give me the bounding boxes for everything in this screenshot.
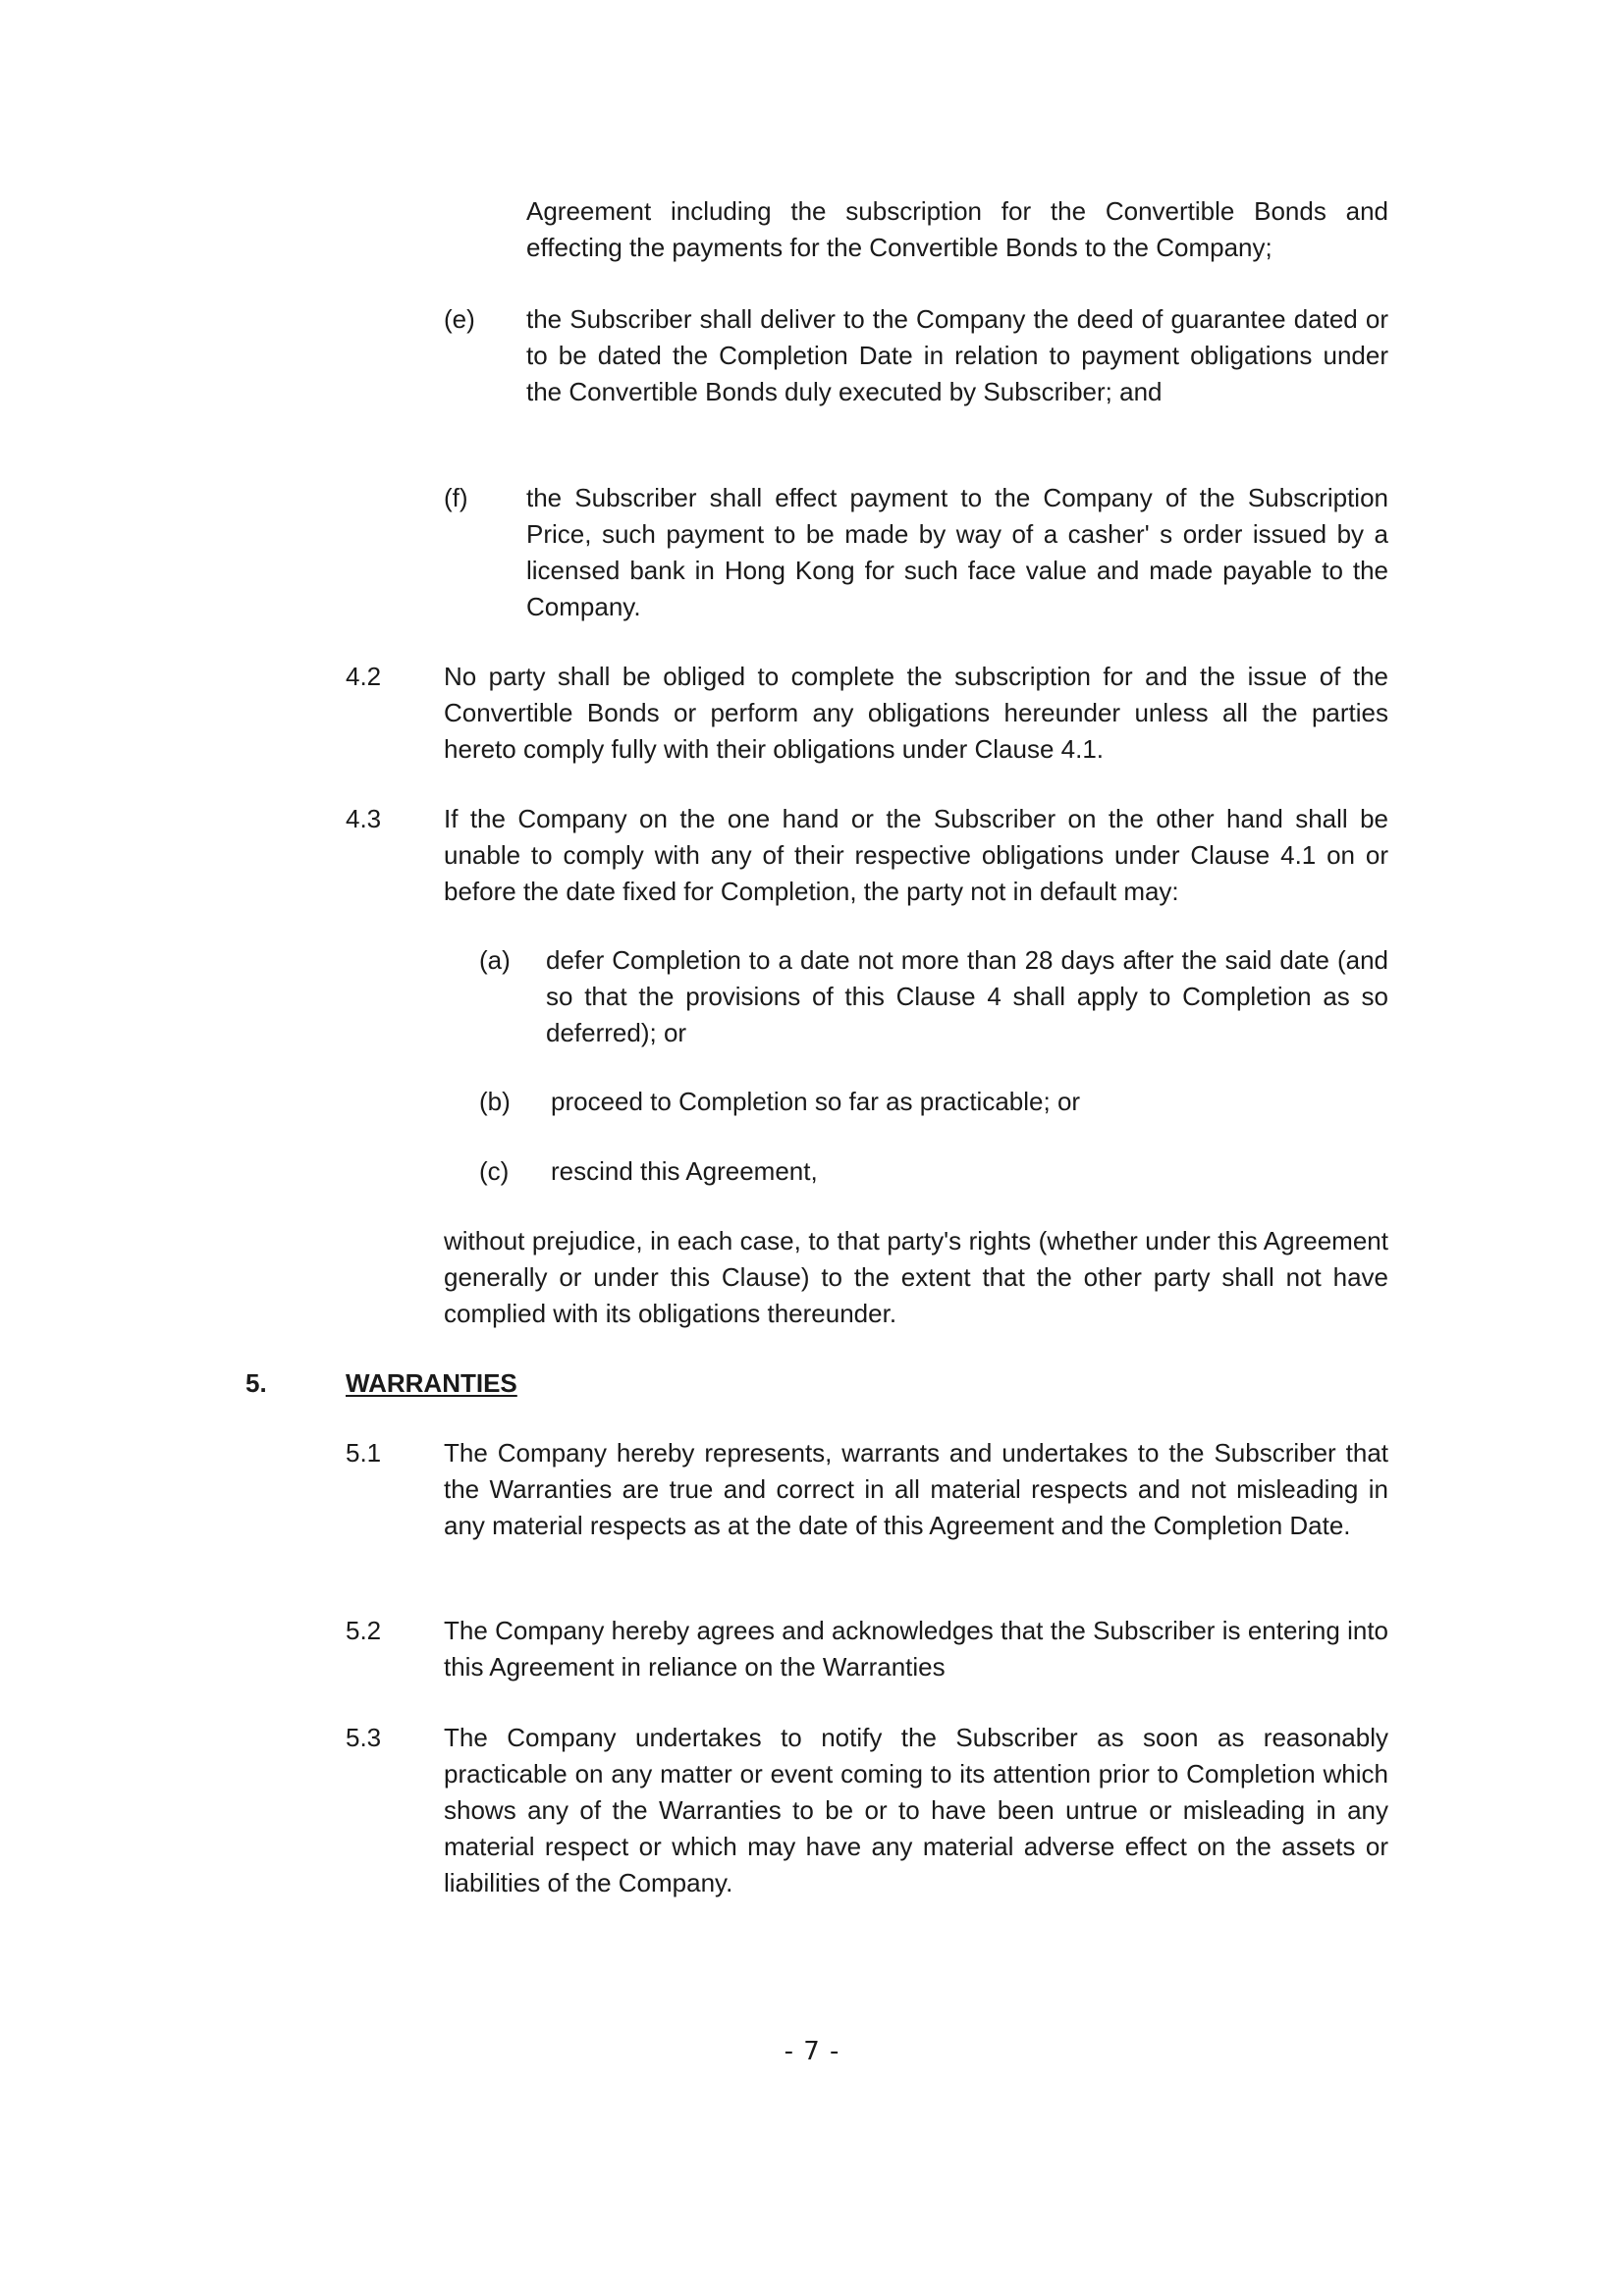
clause-text-5-2: The Company hereby agrees and acknowledges that the Subscriber is entering into this Agreement in reliance on the Warranties xyxy=(444,1616,1388,1682)
item-text-f: the Subscriber shall effect payment to the Company of the Subscription Price, such payment to be made by way of a casher' s order issued by a licensed bank in Hong Kong for such face value and made payable to the Company. xyxy=(526,483,1388,621)
option-text-c: rescind this Agreement, xyxy=(551,1156,818,1186)
item-label-e: (e) xyxy=(444,304,475,334)
option-text-b: proceed to Completion so far as practicable; or xyxy=(551,1087,1081,1116)
clause-text-4-3: If the Company on the one hand or the Subscriber on the other hand shall be unable to comply with any of their respective obligations under Clause 4.1 on or before the date fixed for Completion, the party not in default may: xyxy=(444,804,1388,906)
option-text-a: defer Completion to a date not more than 28 days after the said date (and so that the provisions of this Clause 4 shall apply to Completion as so deferred); or xyxy=(546,945,1388,1047)
continuation-paragraph: Agreement including the subscription for the Convertible Bonds and effecting the payments for the Convertible Bonds to the Company; xyxy=(526,196,1388,262)
section-title-warranties: WARRANTIES xyxy=(346,1368,517,1398)
option-label-b: (b) xyxy=(479,1087,511,1116)
clause-number-5-1: 5.1 xyxy=(346,1438,382,1468)
option-label-a: (a) xyxy=(479,945,511,975)
clause-text-4-2: No party shall be obliged to complete the subscription for and the issue of the Convertible Bonds or perform any obligations hereunder unless all the parties hereto comply fully with their obligations under Clause 4.1. xyxy=(444,662,1388,764)
clause-number-4-2: 4.2 xyxy=(346,662,382,691)
clause-number-4-3: 4.3 xyxy=(346,804,382,833)
page-number: - 7 - xyxy=(784,2037,840,2066)
item-label-f: (f) xyxy=(444,483,468,512)
clause-number-5-2: 5.2 xyxy=(346,1616,382,1645)
item-text-e: the Subscriber shall deliver to the Company the deed of guarantee dated or to be dated the Completion Date in relation to payment obligations under the Convertible Bonds duly executed by Subscriber; and xyxy=(526,304,1388,406)
option-label-c: (c) xyxy=(479,1156,510,1186)
clause-text-5-1: The Company hereby represents, warrants and undertakes to the Subscriber that the Warranties are true and correct in all material respects and not misleading in any material respects as at the date of this Agreement and the Completion Date. xyxy=(444,1438,1388,1540)
clause-text-5-3: The Company undertakes to notify the Subscriber as soon as reasonably practicable on any matter or event coming to its attention prior to Completion which shows any of the Warranties to be or to have been untrue or misleading in any material respect or which may have any material adverse effect on the assets or liabilities of the Company. xyxy=(444,1723,1388,1897)
clause-number-5-3: 5.3 xyxy=(346,1723,382,1752)
clause-4-3-closing: without prejudice, in each case, to that party's rights (whether under this Agreement generally or under this Clause) to the extent that the other party shall not have complied with its obligations thereunder. xyxy=(444,1226,1388,1328)
section-number-5: 5. xyxy=(245,1368,267,1398)
